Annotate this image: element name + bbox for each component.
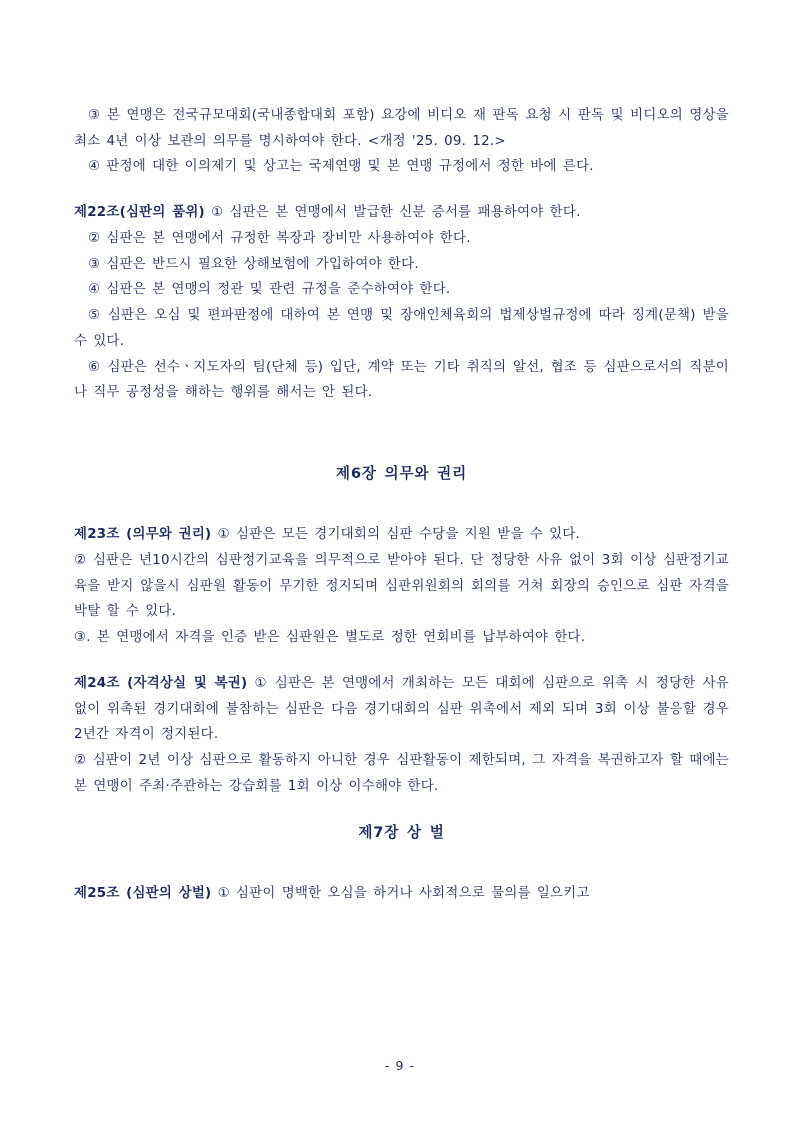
article-25-text: ① 심판이 명백한 오심을 하거나 사회적으로 물의를 일으키고 xyxy=(217,886,590,902)
paragraph-article22-item3: ③ 심판은 반드시 필요한 상해보험에 가입하여야 한다. xyxy=(88,256,419,272)
article-24-label: 제24조 (자격상실 및 복권) xyxy=(74,675,248,691)
article-24-text: ① 심판은 본 연맹에서 개최하는 모든 대회에 심판으로 위촉 시 정당한 사유 없이 위촉된 경기대회에 불참하는 심판은 다음 경기대회의 심판 위촉에서 제외 되며 3회 이상 불응할 경우 2년간 자격이 정지된다. xyxy=(74,675,730,743)
article-22-label: 제22조(심판의 품위) xyxy=(74,205,205,221)
paragraph-article24-item2: ② 심판이 2년 이상 심판으로 활동하지 아니한 경우 심판활동이 제한되며, 그 자격을 복권하고자 할 때에는 본 연맹이 주최·주관하는 강습회를 1회 이상 이수해야 한다. xyxy=(74,752,729,794)
paragraph-article22-item6: ⑥ 심판은 선수ㆍ지도자의 팀(단체 등) 입단, 계약 또는 기타 취직의 알선, 협조 등 심판으로서의 직분이나 직무 공정성을 해하는 행위를 해서는 안 된다. xyxy=(74,359,729,401)
paragraph-article23-heading xyxy=(74,522,729,548)
paragraph-article22-heading xyxy=(74,200,729,226)
paragraph-article22-item2: ② 심판은 본 연맹에서 규정한 복장과 장비만 사용하여야 한다. xyxy=(88,230,471,246)
paragraph-article21-item3: ③ 본 연맹은 전국규모대회(국내종합대회 포함) 요강에 비디오 재 판독 요청 시 판독 및 비디오의 영상을 최소 4년 이상 보관의 의무를 명시하여야 한다. <개정 '25. 09. 12.> xyxy=(74,108,729,149)
paragraph-article22-item4: ④ 심판은 본 연맹의 정관 및 관련 규정을 준수하여야 한다. xyxy=(88,282,451,298)
paragraph-article21-item4: ④ 판정에 대한 이의제기 및 상고는 국제연맹 및 본 연맹 규정에서 정한 바에 른다. xyxy=(88,159,594,175)
chapter-6-title: 제6장 의무와 권리 xyxy=(335,465,468,483)
article-23-text: ① 심판은 모든 경기대회의 심판 수당을 지원 받을 수 있다. xyxy=(217,527,581,543)
article-22-text: ① 심판은 본 연맹에서 발급한 신분 증서를 패용하여야 한다. xyxy=(211,205,581,221)
paragraph-article22-item5: ⑤ 심판은 오심 및 편파판정에 대하여 본 연맹 및 장애인체육회의 법제상벌규정에 따라 징계(문책) 받을 수 있다. xyxy=(74,308,729,349)
article-23-label: 제23조 (의무와 권리) xyxy=(74,527,212,543)
page-number: - 9 - xyxy=(384,1058,416,1073)
paragraph-article25-heading xyxy=(74,881,729,907)
article-25-label: 제25조 (심판의 상벌) xyxy=(74,886,212,902)
paragraph-article24-heading xyxy=(74,671,729,748)
document-body xyxy=(74,103,729,907)
paragraph-article23-item2: ② 심판은 년10시간의 심판정기교육을 의무적으로 받아야 된다. 단 정당한 사유 없이 3회 이상 심판정기교육을 받지 않을시 심판원 활동이 무기한 정지되며 심판위원회의 회의를 거쳐 회장의 승인으로 심판 자격을 박탈 할 수 있다. xyxy=(74,552,729,620)
paragraph-article23-item3: ③. 본 연맹에서 자격을 인증 받은 심판원은 별도로 정한 연회비를 납부하여야 한다. xyxy=(74,630,586,646)
chapter-7-title: 제7장 상 벌 xyxy=(358,824,445,842)
